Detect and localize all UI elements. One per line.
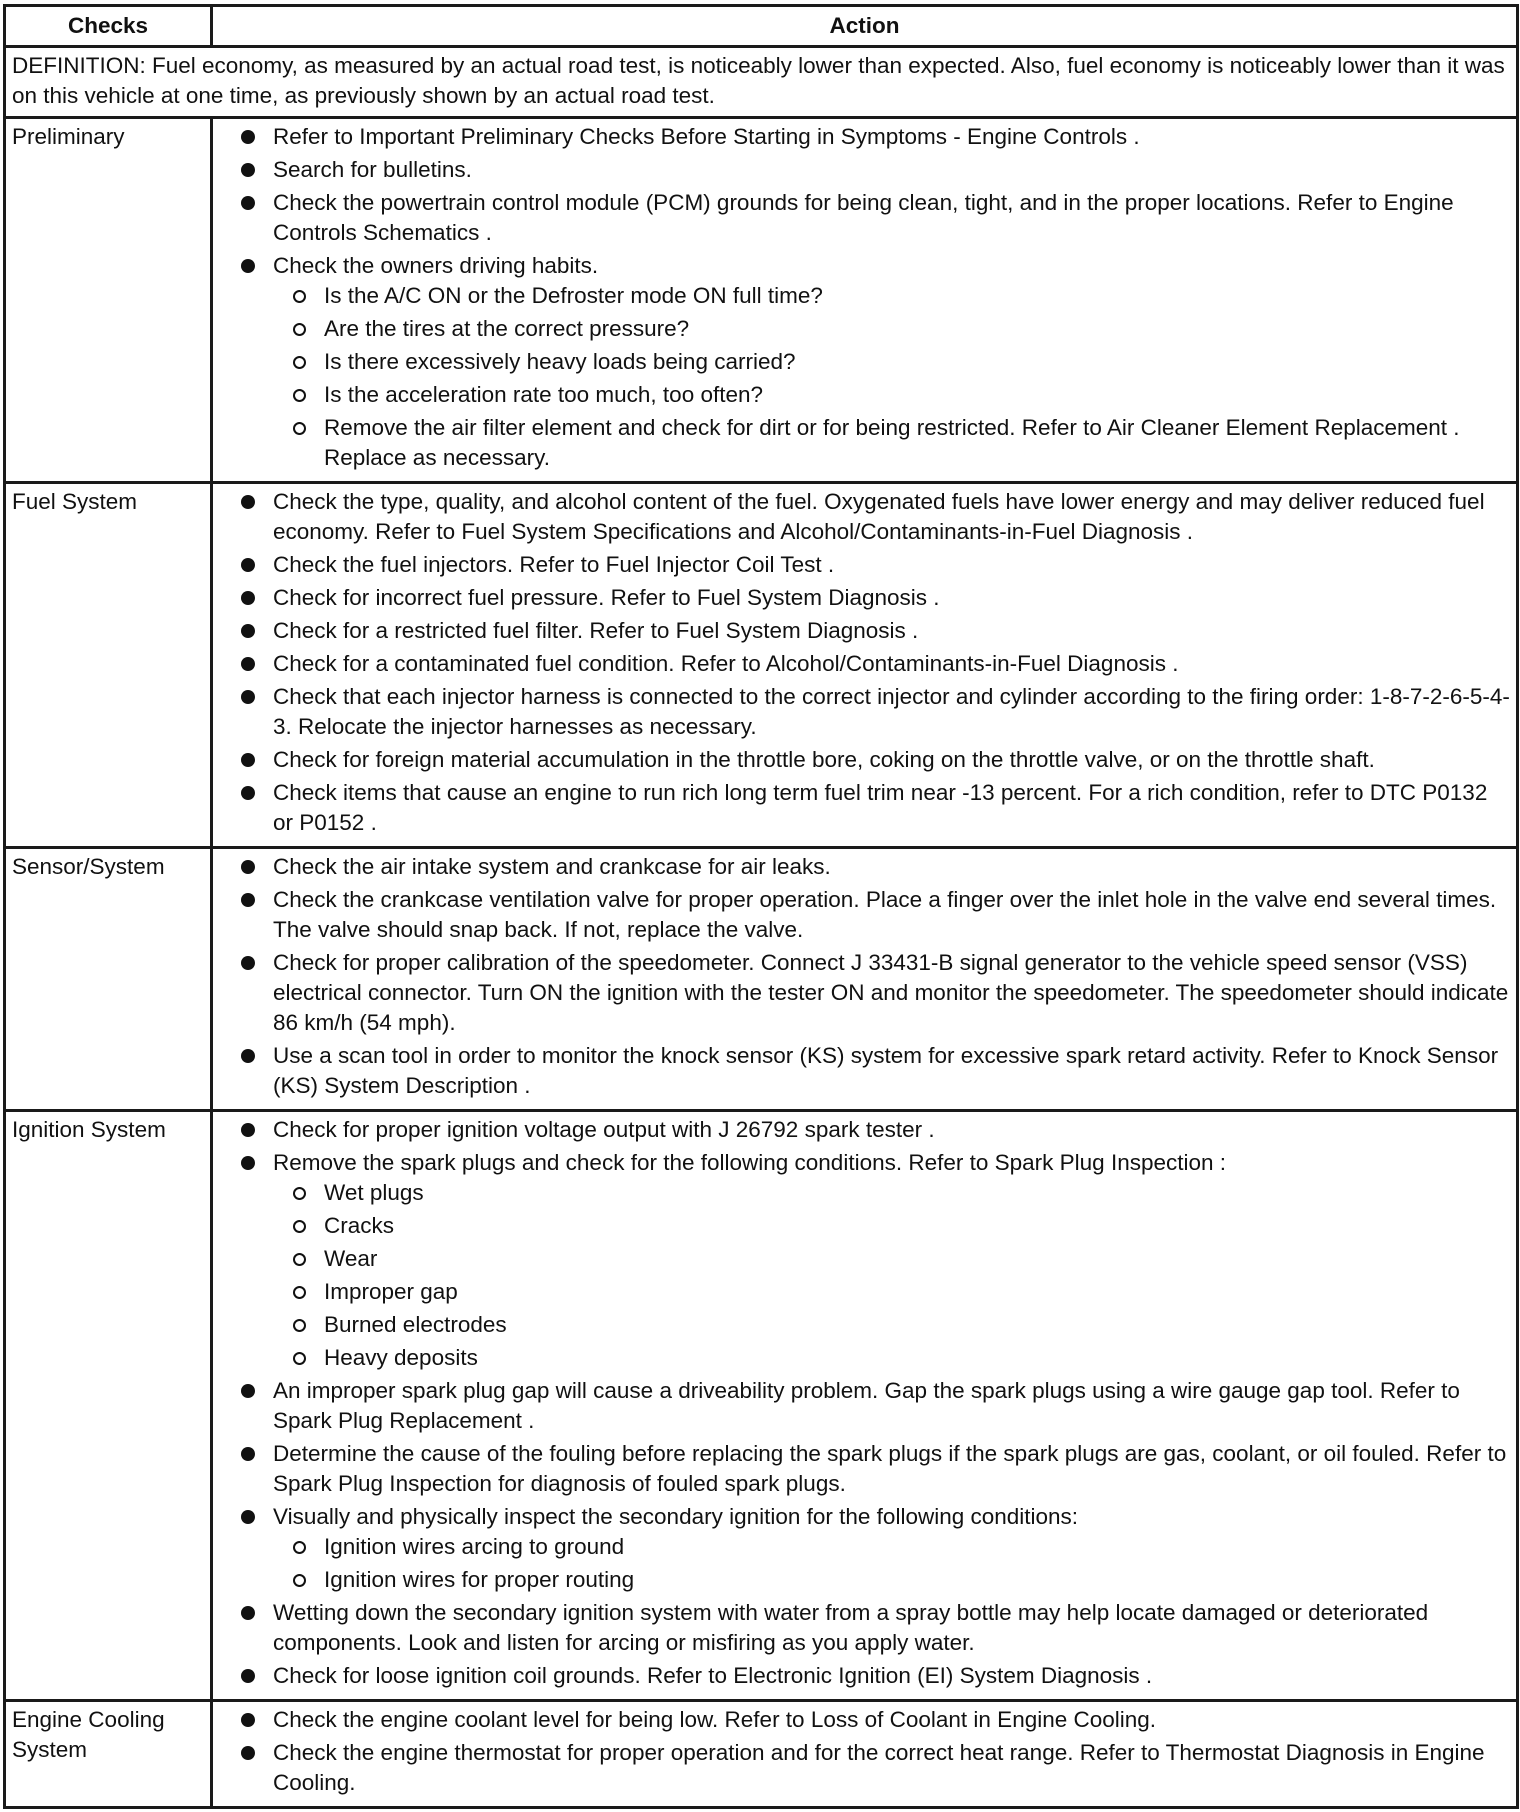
action-item bbox=[219, 1115, 1510, 1145]
action-cell bbox=[212, 848, 1518, 1111]
header-row bbox=[5, 6, 1518, 47]
action-item bbox=[219, 1502, 1510, 1595]
action-item-text: Check for proper calibration of the speedometer. Connect J 33431-B signal generator to the vehicle speed sensor (VSS) electrical connector. Turn ON the ignition with the tester ON and monitor the speedometer. The speedometer should indicate 86 km/h (54 mph). bbox=[273, 950, 1509, 1035]
action-item-text: Check the owners driving habits. bbox=[273, 253, 599, 278]
check-label: Fuel System bbox=[5, 483, 212, 848]
section-row-ignition-system bbox=[5, 1111, 1518, 1701]
check-label: Preliminary bbox=[5, 118, 212, 483]
action-list bbox=[219, 1115, 1510, 1691]
sub-item: Is the A/C ON or the Defroster mode ON full time? bbox=[273, 281, 1510, 311]
action-item bbox=[219, 1598, 1510, 1658]
action-item bbox=[219, 188, 1510, 248]
action-item bbox=[219, 885, 1510, 945]
action-item-text: Check for a contaminated fuel condition. Refer to Alcohol/Contaminants-in-Fuel Diagnosis . bbox=[273, 651, 1179, 676]
action-item bbox=[219, 649, 1510, 679]
section-row-engine-cooling-system bbox=[5, 1701, 1518, 1808]
action-item bbox=[219, 122, 1510, 152]
action-item bbox=[219, 1148, 1510, 1373]
action-item-text: Check for incorrect fuel pressure. Refer to Fuel System Diagnosis . bbox=[273, 585, 940, 610]
action-item bbox=[219, 155, 1510, 185]
action-item-text: Check that each injector harness is connected to the correct injector and cylinder according to the firing order: 1-8-7-2-6-5-4-3. Relocate the injector harnesses as necessary. bbox=[273, 684, 1510, 739]
action-item-text: Check items that cause an engine to run rich long term fuel trim near -13 percent. For a rich condition, refer to DTC P0132 or P0152 . bbox=[273, 780, 1488, 835]
action-item-text: Remove the spark plugs and check for the following conditions. Refer to Spark Plug Inspection : bbox=[273, 1150, 1227, 1175]
sub-item: Is there excessively heavy loads being carried? bbox=[273, 347, 1510, 377]
action-item-text: Check the crankcase ventilation valve for proper operation. Place a finger over the inlet hole in the valve end several times. The valve should snap back. If not, replace the valve. bbox=[273, 887, 1497, 942]
action-item-text: Check the air intake system and crankcase for air leaks. bbox=[273, 854, 831, 879]
action-item bbox=[219, 948, 1510, 1038]
section-row-sensor-system bbox=[5, 848, 1518, 1111]
diagnostic-sheet bbox=[3, 4, 1516, 1809]
action-cell bbox=[212, 483, 1518, 848]
action-item-text: Check the type, quality, and alcohol content of the fuel. Oxygenated fuels have lower energy and may deliver reduced fuel economy. Refer to Fuel System Specifications and Alcohol/Contaminants-in-Fuel Diagnosis . bbox=[273, 489, 1485, 544]
action-item bbox=[219, 852, 1510, 882]
action-item bbox=[219, 616, 1510, 646]
check-label: Engine Cooling System bbox=[5, 1701, 212, 1808]
section-row-fuel-system bbox=[5, 483, 1518, 848]
sub-item: Wet plugs bbox=[273, 1178, 1510, 1208]
action-item-text: Wetting down the secondary ignition system with water from a spray bottle may help locate damaged or deteriorated components. Look and listen for arcing or misfiring as you apply water. bbox=[273, 1600, 1429, 1655]
action-item bbox=[219, 251, 1510, 473]
action-item bbox=[219, 745, 1510, 775]
action-item bbox=[219, 1705, 1510, 1735]
action-item-text: Visually and physically inspect the secondary ignition for the following conditions: bbox=[273, 1504, 1079, 1529]
action-item bbox=[219, 1041, 1510, 1101]
checks-column-header: Checks bbox=[5, 6, 212, 47]
action-item-text: Check the powertrain control module (PCM) grounds for being clean, tight, and in the proper locations. Refer to Engine Controls Schematics . bbox=[273, 190, 1454, 245]
action-item bbox=[219, 1661, 1510, 1691]
action-item-text: Check for a restricted fuel filter. Refer to Fuel System Diagnosis . bbox=[273, 618, 919, 643]
check-label: Sensor/System bbox=[5, 848, 212, 1111]
action-cell bbox=[212, 118, 1518, 483]
section-row-preliminary bbox=[5, 118, 1518, 483]
action-list bbox=[219, 122, 1510, 473]
action-item bbox=[219, 682, 1510, 742]
sub-item-list bbox=[273, 1178, 1510, 1373]
sub-item: Is the acceleration rate too much, too often? bbox=[273, 380, 1510, 410]
action-item-text: Use a scan tool in order to monitor the knock sensor (KS) system for excessive spark retard activity. Refer to Knock Sensor (KS) System Description . bbox=[273, 1043, 1499, 1098]
fuel-economy-diagnostic-table bbox=[3, 4, 1519, 1809]
action-item-text: Check the fuel injectors. Refer to Fuel Injector Coil Test . bbox=[273, 552, 835, 577]
definition-row bbox=[5, 47, 1518, 118]
action-item-text: Check the engine thermostat for proper operation and for the correct heat range. Refer to Thermostat Diagnosis in Engine Cooling. bbox=[273, 1740, 1485, 1795]
action-item bbox=[219, 778, 1510, 838]
sub-item: Ignition wires arcing to ground bbox=[273, 1532, 1510, 1562]
action-item bbox=[219, 583, 1510, 613]
action-item bbox=[219, 1376, 1510, 1436]
action-list bbox=[219, 852, 1510, 1101]
sub-item: Are the tires at the correct pressure? bbox=[273, 314, 1510, 344]
sub-item-list bbox=[273, 1532, 1510, 1595]
action-item-text: Refer to Important Preliminary Checks Before Starting in Symptoms - Engine Controls . bbox=[273, 124, 1140, 149]
action-column-header: Action bbox=[212, 6, 1518, 47]
action-item-text: Check for proper ignition voltage output with J 26792 spark tester . bbox=[273, 1117, 935, 1142]
sub-item: Ignition wires for proper routing bbox=[273, 1565, 1510, 1595]
action-item bbox=[219, 487, 1510, 547]
sub-item: Burned electrodes bbox=[273, 1310, 1510, 1340]
action-item-text: Determine the cause of the fouling before replacing the spark plugs if the spark plugs are gas, coolant, or oil fouled. Refer to Spark Plug Inspection for diagnosis of fouled spark plugs. bbox=[273, 1441, 1507, 1496]
definition-text: DEFINITION: Fuel economy, as measured by an actual road test, is noticeably lower than expected. Also, fuel economy is noticeably lower than it was on this vehicle at one time, as previously shown by an actual road test. bbox=[5, 47, 1518, 118]
action-item bbox=[219, 1439, 1510, 1499]
action-item bbox=[219, 1738, 1510, 1798]
sub-item: Improper gap bbox=[273, 1277, 1510, 1307]
sub-item: Remove the air filter element and check for dirt or for being restricted. Refer to Air Cleaner Element Replacement . Replace as necessary. bbox=[273, 413, 1510, 473]
action-item-text: Check for foreign material accumulation in the throttle bore, coking on the throttle valve, or on the throttle shaft. bbox=[273, 747, 1375, 772]
action-item-text: Check for loose ignition coil grounds. Refer to Electronic Ignition (EI) System Diagnosis . bbox=[273, 1663, 1153, 1688]
action-list bbox=[219, 487, 1510, 838]
sub-item: Cracks bbox=[273, 1211, 1510, 1241]
action-item bbox=[219, 550, 1510, 580]
action-item-text: An improper spark plug gap will cause a driveability problem. Gap the spark plugs using a wire gauge gap tool. Refer to Spark Plug Replacement . bbox=[273, 1378, 1460, 1433]
action-cell bbox=[212, 1111, 1518, 1701]
check-label: Ignition System bbox=[5, 1111, 212, 1701]
action-item-text: Search for bulletins. bbox=[273, 157, 472, 182]
action-item-text: Check the engine coolant level for being low. Refer to Loss of Coolant in Engine Cooling. bbox=[273, 1707, 1157, 1732]
sub-item: Wear bbox=[273, 1244, 1510, 1274]
action-cell bbox=[212, 1701, 1518, 1808]
sub-item-list bbox=[273, 281, 1510, 473]
action-list bbox=[219, 1705, 1510, 1798]
sub-item: Heavy deposits bbox=[273, 1343, 1510, 1373]
